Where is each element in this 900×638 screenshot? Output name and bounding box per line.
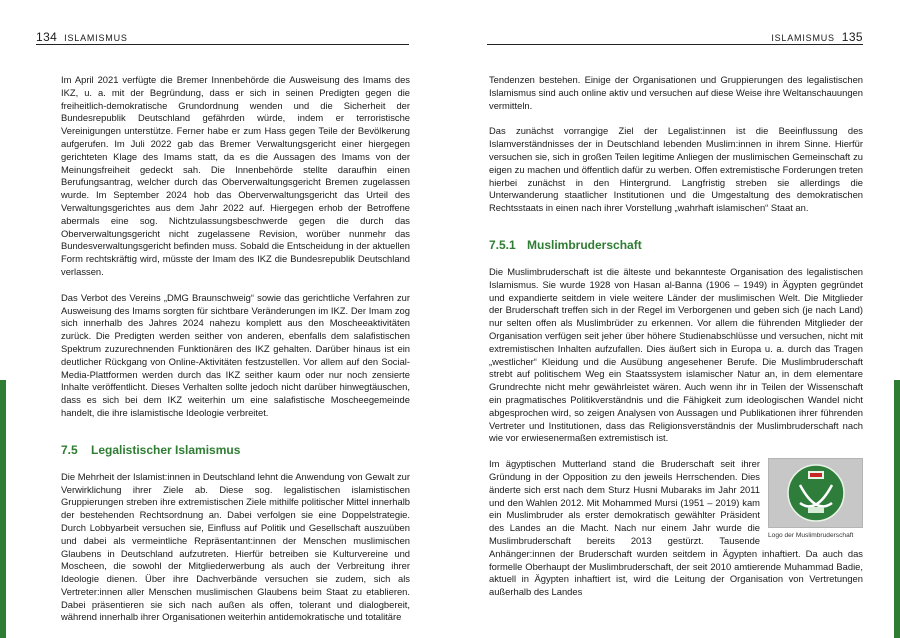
- right-page-column: [489, 74, 863, 599]
- subsection-heading: [489, 238, 863, 252]
- section-heading: [61, 443, 410, 457]
- muslim-brotherhood-logo-image: [768, 458, 863, 528]
- figure-caption: Logo der Muslimbruderschaft: [768, 532, 854, 540]
- section-number: 7.5: [61, 442, 78, 457]
- left-page-header: [36, 30, 128, 44]
- right-running-title: ISLAMISMUS: [771, 33, 835, 43]
- right-page-number: 135: [841, 30, 863, 44]
- paragraph: Die Mehrheit der Islamist:innen in Deutschland lehnt die Anwendung von Gewalt zur Verwirklichung ihrer Ziele ab. Diese sog. legalistischen islamistischen Gruppierungen streben ihre extremistischen Ziele mithilfe politischer Mittel innerhalb der bestehenden Rechtsordnung an. Dabei verfolgen sie eine Doppelstrategie. Durch Lobbyarbeit versuchen sie, Einfluss auf Politik und Gesellschaft auszuüben und dabei als vermeintliche Repräsentant:innen der Menschen muslimischen Glaubens in Deutschland aufzutreten. Hierfür betreiben sie Kulturvereine und Moscheen, die sowohl der Mitgliederwerbung als auch der Verbreitung ihrer Ideologie dienen. Über ihre Dachverbände versuchen sie zudem, sich als Vertreter:innen aller Menschen muslimischen Glaubens beim Staat zu etablieren. Dabei präsentieren sie sich nach außen als offen, tolerant und dialogbereit, während innerhalb ihrer Organisationen weiterhin antidemokratische und totalitäre: [61, 470, 410, 623]
- right-chapter-tab: [894, 380, 900, 638]
- subsection-number: 7.5.1: [489, 237, 516, 252]
- left-header-rule: [36, 44, 409, 45]
- right-header-rule: [487, 44, 863, 45]
- left-page-number: 134: [36, 30, 58, 44]
- emblem-icon: [786, 463, 846, 523]
- paragraph: [489, 458, 863, 599]
- left-chapter-tab: [0, 380, 6, 638]
- section-title: Legalistischer Islamismus: [91, 442, 241, 457]
- subsection-title: Muslimbruderschaft: [527, 237, 642, 252]
- left-page-column: [61, 74, 410, 624]
- logo-figure: [768, 458, 863, 540]
- paragraph: Das Verbot des Vereins „DMG Braunschweig“ sowie das gerichtliche Verfahren zur Ausweisung des Imams sorgten für sichtbare Veränderungen im IKZ. Der Imam zog sich innerhalb des Jahres 2024 nahezu komplett aus den Moscheeaktivitäten zurück. Die Predigten werden seither von anderen, ebenfalls dem salafistischen Spektrum zuzurechnenden Funktionären des IKZ gehalten. Darüber hinaus ist ein deutlicher Rückgang von Online-Aktivitäten festzustellen. Vor allem auf den Social-Media-Plattformen werden durch das IKZ seither kaum oder nur noch zensierte Inhalte veröffentlicht. Dieses Verhalten sollte jedoch nicht darüber hinwegtäuschen, dass es sich bei dem IKZ weiterhin um eine salafistische Moscheegemeinde handelt, die ihre islamistische Ideologie verbreitet.: [61, 291, 410, 418]
- right-page-header: [771, 30, 863, 44]
- paragraph: Das zunächst vorrangige Ziel der Legalist:innen ist die Beeinflussung des Islamverständnisses der in Deutschland lebenden Muslim:innen in ihrem Sinne. Hierfür versuchen sie, sich in großen Teilen legitime Anliegen der muslimischen Gemeinschaft zu eigen zu machen und öffentlich dafür zu werben. Offen extremistische Forderungen treten hierbei zunächst in den Hintergrund. Langfristig streben sie allerdings die Unterwanderung staatlicher Institutionen und die Umgestaltung des demokratischen Rechtsstaats in einen nach ihrer Vorstellung „wahrhaft islamischen“ Staat an.: [489, 125, 863, 214]
- paragraph-text: Im ägyptischen Mutterland stand die Bruderschaft seit ihrer Gründung in der Opposition zu den jeweils Herrschenden. Dies änderte sich erst nach dem Sturz Husni Mubaraks im Jahr 2011 und den Wahlen 2012. Mit Mohammed Mursi (1951 – 2019) kam ein Muslimbruder als erster demokratisch gewählter Präsident des Landes an die Macht. Nach nur einem Jahr wurde die Muslimbruderschaft bereits 2013 gestürzt. Tausende Anhänger:innen der Bruderschaft wurden seitdem in Ägypten inhaftiert. Da auch das formelle Oberhaupt der Muslimbruderschaft, der seit 2010 amtierende Muhammad Badie, aktuell in Ägypten inhaftiert ist, wird die Leitung der Organisation von Vertretungen außerhalb des Landes: [489, 458, 863, 598]
- paragraph: Im April 2021 verfügte die Bremer Innenbehörde die Ausweisung des Imams des IKZ, u. a. mit der Begründung, dass er sich in seinen Predigten gegen die freiheitlich-demokratische Grundordnung wenden und die Sicherheit der Bundesrepublik Deutschland gefährden würde, indem er terroristische Vereinigungen unterstütze. Ferner habe er zum Hass gegen Teile der Bevölkerung aufgerufen. Im Juli 2022 gab das Bremer Verwaltungsgericht einer hiergegen gerichteten Klage des Imams statt, da es die Aussagen des Imams von der Meinungsfreiheit gedeckt sah. Die Innenbehörde stellte daraufhin einen Berufungsantrag, welcher durch das Oberverwaltungsgericht Bremen zugelassen wurde. Im September 2024 hob das Oberverwaltungsgericht das Urteil des Verwaltungsgerichtes aus dem Jahr 2022 auf. Hiergegen erhob der Betroffene abermals eine sog. Nichtzulassungsbeschwerde gegen die durch das Oberverwaltungsgericht nicht zugelassene Revision, worüber nunmehr das Bundesverwaltungsgericht befinden muss. Sobald die Entscheidung in der aktuellen Form rechtskräftig wird, müsste der Imam des IKZ die Bundesrepublik Deutschland verlassen.: [61, 74, 410, 277]
- paragraph: Die Muslimbruderschaft ist die älteste und bekannteste Organisation des legalistischen Islamismus. Sie wurde 1928 von Hasan al-Banna (1906 – 1949) in Ägypten gegründet und expandierte seitdem in viele weitere Länder der muslimischen Welt. Die Mitglieder der Bruderschaft treffen sich in der Regel im Verborgenen und geben sich (je nach Land) nur selten offen als Muslimbrüder zu erkennen. Vor allem die führenden Mitglieder der Organisation verfügen seit jeher über höhere Studienabschlüsse und versuchen, nicht mit extremistischen Inhalten aufzufallen. Dies äußert sich in Europa u. a. durch das Tragen „westlicher“ Kleidung und die Ausübung angesehener Berufe. Die Muslimbruderschaft strebt auf politischem Weg ein Staatssystem islamischer Natur an, in dem elementare Grundrechte nicht mehr gewährleistet wären. Auch wenn ihr in Teilen der Wissenschaft ein pragmatisches Politikverständnis und die Fähigkeit zum ideologischen Wandel nicht abgesprochen wird, so zeigen Analysen von Aussagen und Publikationen ihrer führenden Vertreter und Institutionen, dass das Religionsverständnis der Muslimbruderschaft nach wie vor erwiesenermaßen extremistisch ist.: [489, 265, 863, 444]
- paragraph: Tendenzen bestehen. Einige der Organisationen und Gruppierungen des legalistischen Islamismus sind auch online aktiv und versuchen auf diese Weise ihre Weltanschauungen vermitteln.: [489, 74, 863, 111]
- left-running-title: ISLAMISMUS: [64, 33, 128, 43]
